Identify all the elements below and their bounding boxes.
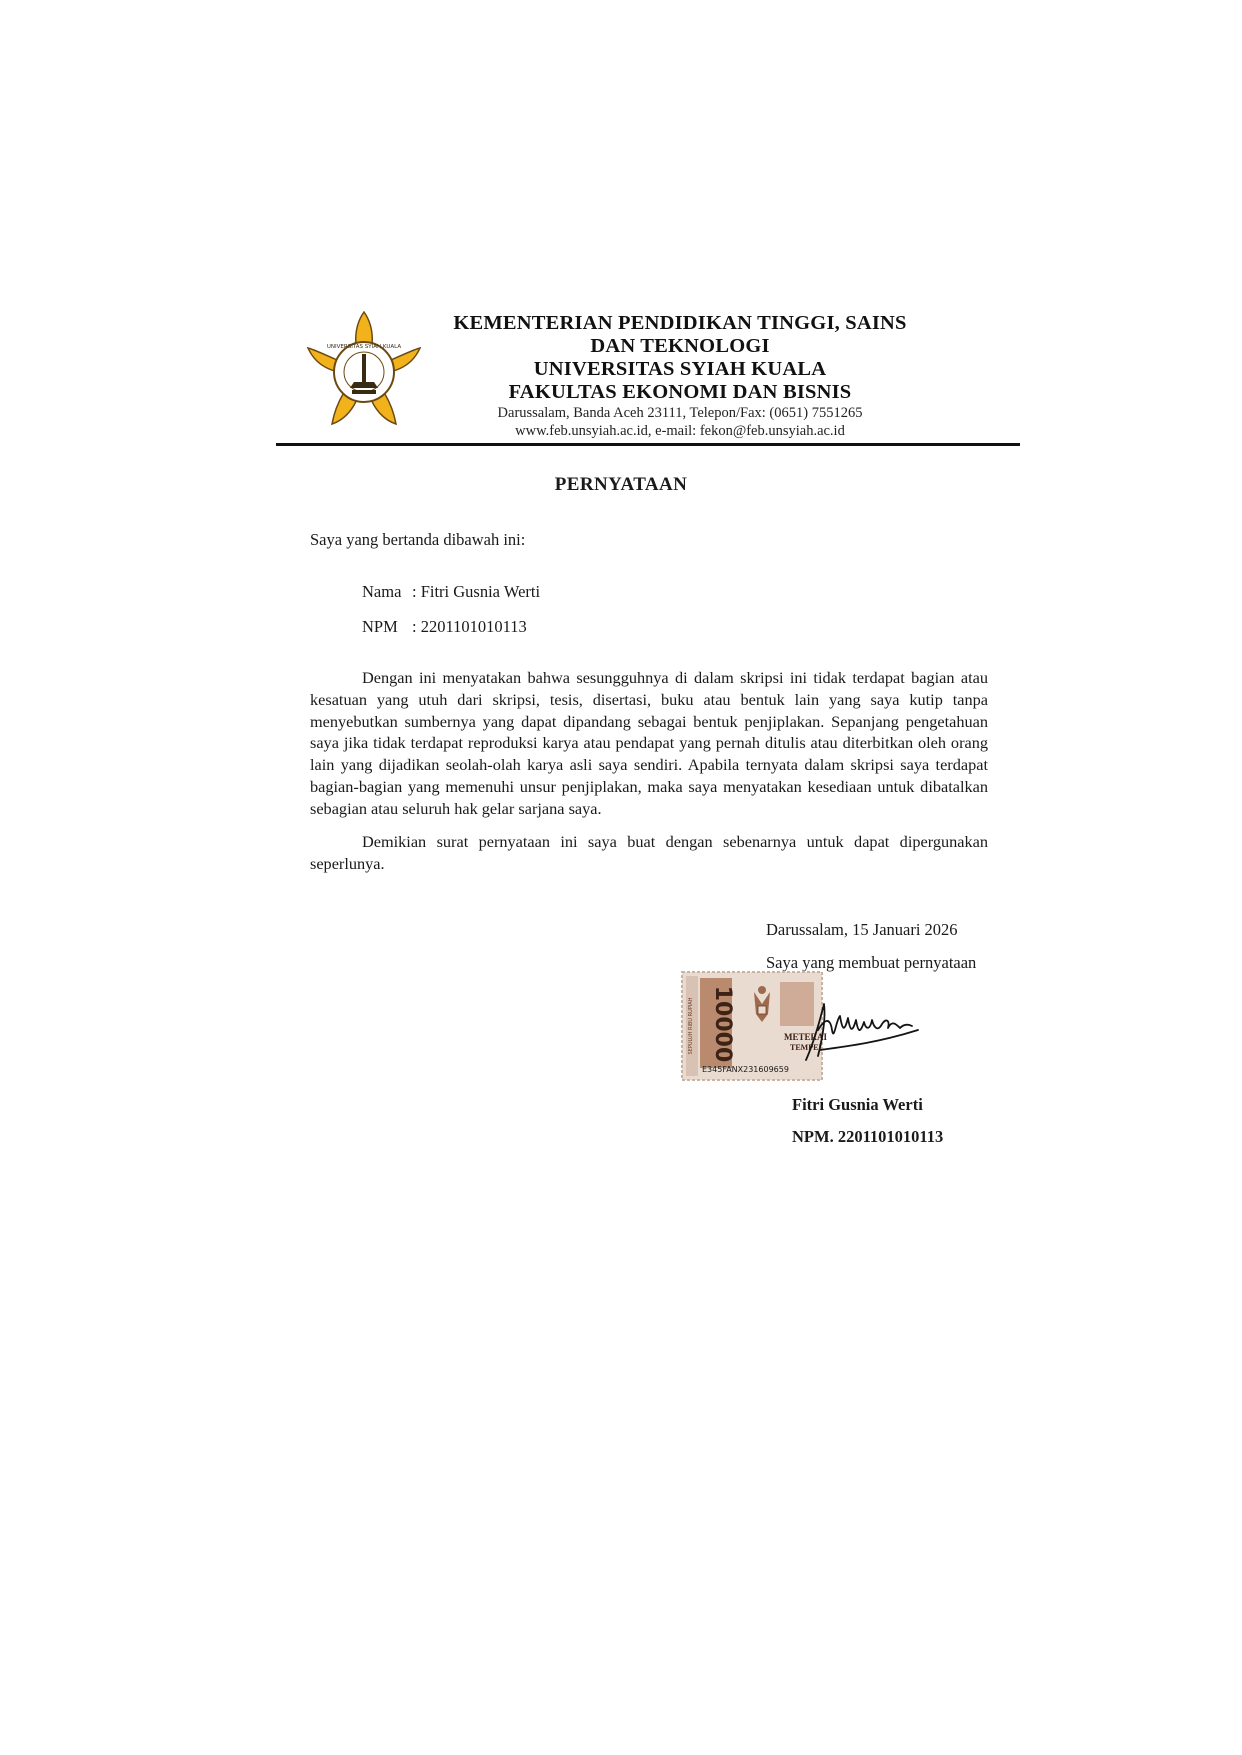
faculty-name: FAKULTAS EKONOMI DAN BISNIS (508, 381, 852, 403)
university-name: UNIVERSITAS SYIAH KUALA (533, 358, 827, 380)
stamp-label-1: METERAI (784, 1032, 828, 1042)
npm-value: : 2201101010113 (412, 617, 527, 636)
letterhead-divider (276, 443, 1020, 446)
place-date: Darussalam, 15 Januari 2026 (766, 920, 958, 939)
closing-paragraph: Demikian surat pernyataan ini saya buat dengan sebenarnya untuk dapat dipergunakan seperlunya. (310, 832, 988, 873)
handwritten-signature (800, 990, 930, 1070)
name-label: Nama (362, 582, 402, 601)
address-line: Darussalam, Banda Aceh 23111, Telepon/Fax: (0651) 7551265 (497, 405, 863, 421)
logo-text: UNIVERSITAS SYIAH KUALA (326, 344, 402, 350)
signer-npm: NPM. 2201101010113 (792, 1127, 944, 1146)
statement-paragraph: Dengan ini menyatakan bahwa sesungguhnya di dalam skripsi ini tidak terdapat bagian atau kesatuan yang utuh dari skripsi, tesis, disertasi, buku atau bentuk lain yang saya kutip tanpa menyebutkan sumbernya yang dapat dipandang sebagai bentuk penjiplakan. Sepanjang pengetahuan saya jika tidak terdapat reproduksi karya atau pendapat yang pernah ditulis atau diterbitkan oleh orang lain yang dijadikan seolah-olah karya asli saya sendiri. Apabila ternyata dalam skripsi saya terdapat bagian-bagian yang memenuhi unsur penjiplakan, maka saya menyatakan kesediaan untuk dibatalkan sebagian atau seluruh hak gelar sarjana saya. (310, 668, 988, 818)
document-title: PERNYATAAN (554, 474, 688, 495)
identity-name-row (362, 582, 540, 602)
stamp-side-text: SEPULUH RIBU RUPIAH (688, 997, 694, 1055)
ministry-line-1: KEMENTERIAN PENDIDIKAN TINGGI, SAINS (453, 312, 907, 334)
stamp-label-2: TEMPEL (790, 1043, 824, 1052)
intro-text: Saya yang bertanda dibawah ini: (310, 530, 526, 549)
name-value: : Fitri Gusnia Werti (412, 582, 541, 601)
signer-name: Fitri Gusnia Werti (792, 1095, 923, 1114)
npm-label: NPM (362, 617, 398, 636)
university-logo (302, 308, 426, 432)
signer-role: Saya yang membuat pernyataan (766, 953, 977, 972)
stamp-value: 10000 (710, 985, 735, 1063)
stamp-serial: E345FANX231609659 (702, 1065, 789, 1074)
ministry-line-2: DAN TEKNOLOGI (590, 335, 770, 357)
web-email-line: www.feb.unsyiah.ac.id, e-mail: fekon@feb.unsyiah.ac.id (515, 423, 845, 439)
identity-npm-row (362, 617, 527, 637)
letterhead (440, 312, 920, 440)
